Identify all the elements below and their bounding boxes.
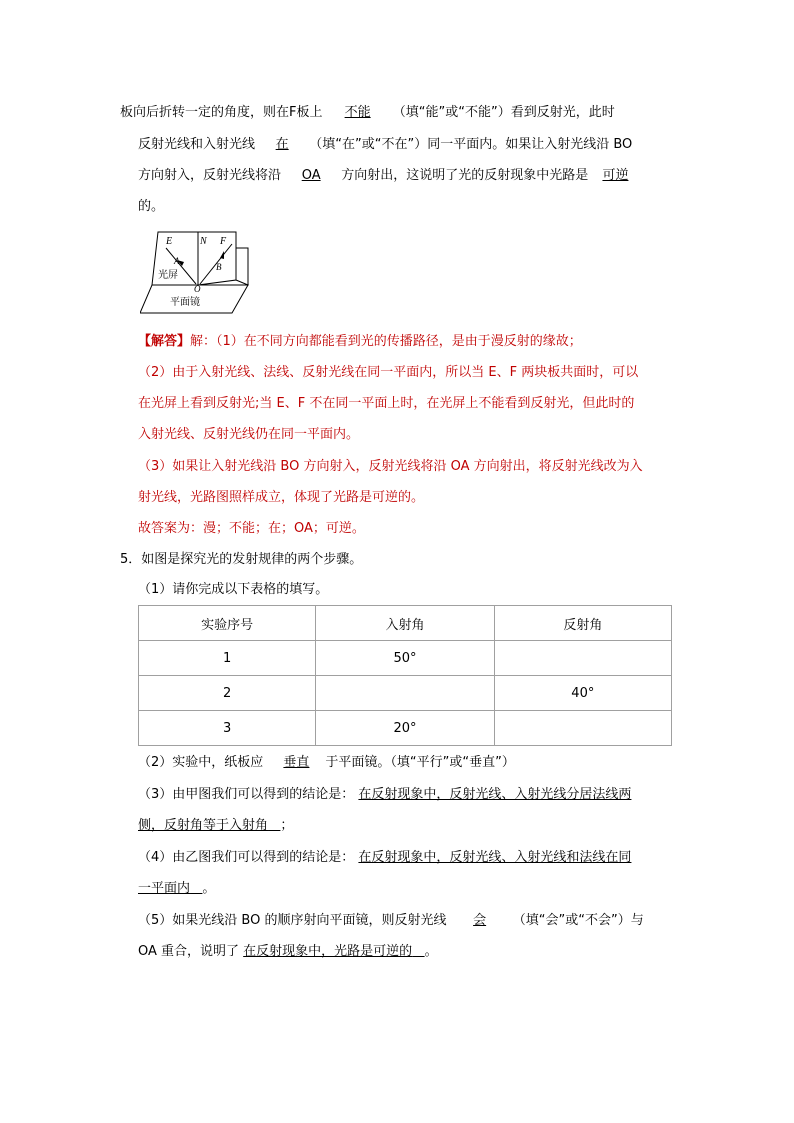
- table-cell: 2: [139, 676, 316, 711]
- angle-table: [138, 605, 672, 746]
- table-cell: 3: [139, 711, 316, 746]
- answer-blank: 在反射现象中，光路是可逆的: [243, 944, 413, 959]
- table-row: [139, 676, 672, 711]
- text: （3）由甲图我们可以得到的结论是：: [138, 787, 355, 802]
- answer-blank: 在反射现象中，反射光线、入射光线和法线在同: [358, 850, 632, 865]
- prev-line-3: [138, 167, 638, 185]
- text: 于平面镜。（填“平行”或“垂直”）: [325, 755, 515, 770]
- text: （填“在”或“不在”）同一平面内。如果让入射光线沿 BO: [309, 137, 633, 152]
- answer-line-3: 在光屏上看到反射光;当 E、F 不在同一平面上时，在光屏上不能看到反射光，但此时的: [138, 396, 635, 411]
- label-E: E: [166, 236, 173, 247]
- table-cell: [494, 641, 671, 676]
- text: 。: [202, 881, 216, 896]
- text: （填“会”或“不会”）与: [512, 913, 644, 928]
- text: 方向射入，反射光线将沿: [138, 168, 282, 183]
- answer-line-1: [138, 333, 582, 351]
- table-cell: [316, 676, 494, 711]
- q5-step-4: [138, 849, 631, 867]
- q5-step-5-cont: [138, 943, 438, 961]
- q5-step-3-cont: [138, 817, 293, 835]
- q5-step-4-cont: [138, 880, 215, 898]
- table-cell: 40°: [494, 676, 671, 711]
- text: OA 重合，说明了: [138, 944, 240, 959]
- q5-step-2: [138, 754, 515, 772]
- table-cell: [494, 711, 671, 746]
- answer-blank: OA: [301, 168, 321, 183]
- label-A: A: [174, 256, 180, 266]
- answer-blank: 一平面内: [138, 881, 191, 896]
- text: 反射光线和入射光线: [138, 137, 256, 152]
- text: 板向后折转一定的角度，则在F板上: [120, 105, 323, 120]
- text: （5）如果光线沿 BO 的顺序射向平面镜，则反射光线: [138, 913, 447, 928]
- q5-step-3: [138, 786, 631, 804]
- answer-blank: 会: [473, 913, 487, 928]
- table-cell: 1: [139, 641, 316, 676]
- text: （填“能”或“不能”）看到反射光，此时: [392, 105, 615, 120]
- table-cell: 20°: [316, 711, 494, 746]
- prev-line-4: 的。: [138, 199, 165, 214]
- text: 方向射出，这说明了光的反射现象中光路是: [341, 168, 589, 183]
- q5-step-1: （1）请你完成以下表格的填写。: [138, 582, 329, 597]
- answer-blank: 不能: [344, 105, 371, 120]
- answer-blank: 在: [275, 137, 289, 152]
- header-cell: 实验序号: [139, 606, 316, 641]
- text: （4）由乙图我们可以得到的结论是：: [138, 850, 355, 865]
- text: 。: [424, 944, 438, 959]
- label-O: O: [194, 284, 201, 294]
- label-B: B: [216, 262, 222, 272]
- prev-line-1: [120, 104, 615, 122]
- header-cell: 入射角: [316, 606, 494, 641]
- answer-blank: 可逆: [602, 168, 629, 183]
- text: ；: [280, 818, 294, 833]
- answer-blank: 在反射现象中，反射光线、入射光线分居法线两: [358, 787, 632, 802]
- answer-line-5: （3）如果让入射光线沿 BO 方向射入，反射光线将沿 OA 方向射出，将反射光线改为入: [138, 459, 643, 474]
- table-header-row: [139, 606, 672, 641]
- answer-line-4: 入射光线、反射光线仍在同一平面内。: [138, 427, 360, 442]
- label-N: N: [200, 236, 207, 247]
- q5-step-5: [138, 912, 644, 930]
- text: （2）实验中，纸板应: [138, 755, 264, 770]
- answer-line-2: （2）由于入射光线、法线、反射光线在同一平面内，所以当 E、F 两块板共面时，可以: [138, 365, 639, 380]
- table-cell: 50°: [316, 641, 494, 676]
- answer-tag: 【解答】: [138, 334, 191, 349]
- text: 解：（1）在不同方向都能看到光的传播路径，是由于漫反射的缘故；: [190, 334, 582, 349]
- prev-line-2: [138, 136, 632, 154]
- label-mirror: 平面镜: [170, 297, 200, 308]
- reflection-diagram: [140, 228, 255, 323]
- answer-line-6: 射光线，光路图照样成立，体现了光路是可逆的。: [138, 490, 425, 505]
- answer-blank: 侧，反射角等于入射角: [138, 818, 269, 833]
- header-cell: 反射角: [494, 606, 671, 641]
- table-row: [139, 641, 672, 676]
- question-5-title: 5．如图是探究光的发射规律的两个步骤。: [120, 552, 363, 567]
- table-row: [139, 711, 672, 746]
- label-screen: 光屏: [158, 270, 178, 281]
- answer-blank: 垂直: [283, 755, 310, 770]
- label-F: F: [220, 236, 227, 247]
- answer-final: 故答案为：漫；不能；在；OA；可逆。: [138, 521, 365, 536]
